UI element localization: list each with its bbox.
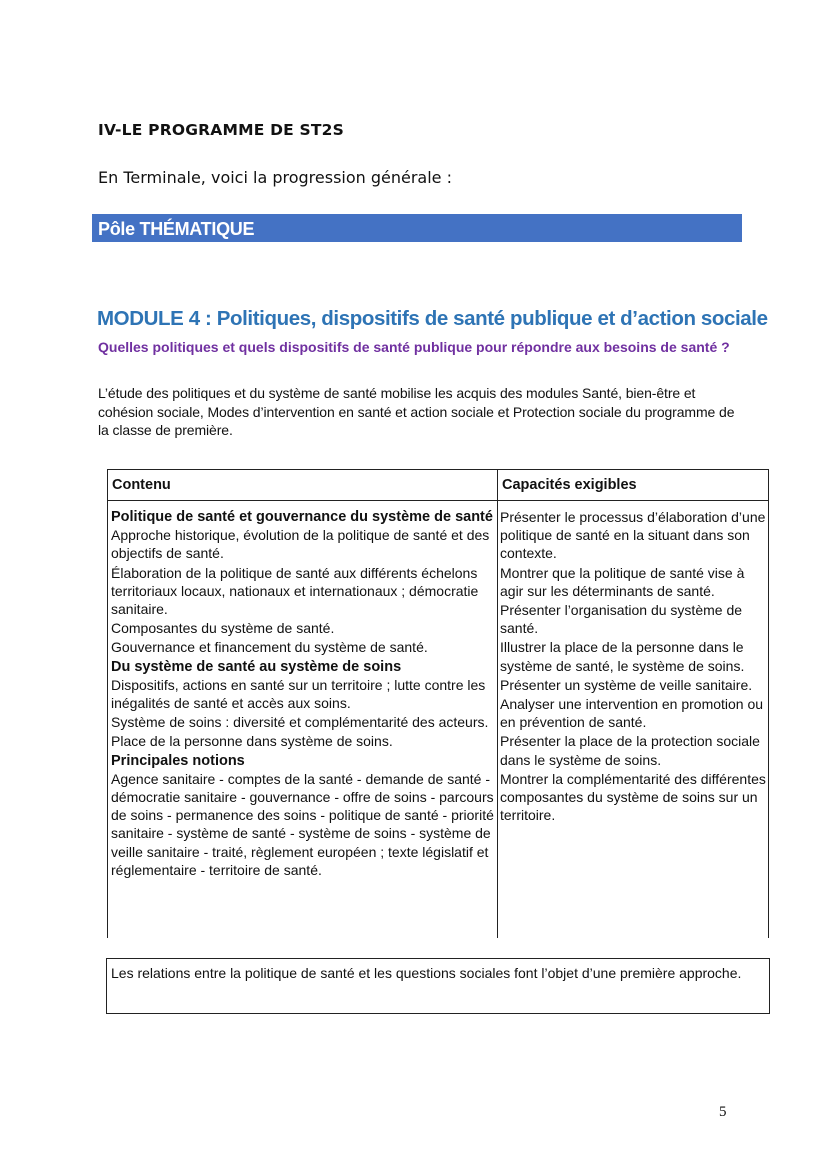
program-table (107, 469, 769, 938)
section-heading: Du système de santé au système de soins (111, 658, 402, 675)
contenu-item: Système de soins : diversité et complémentarité des acteurs. (111, 714, 489, 731)
contenu-column (111, 508, 495, 880)
capacite-item: Présenter la place de la protection sociale dans le système de soins. (500, 733, 760, 768)
contenu-item: Gouvernance et financement du système de santé. (111, 639, 428, 656)
note-text: Les relations entre la politique de santé et les questions sociales font l’objet d’une première approche. (111, 965, 742, 981)
section-heading: Principales notions (111, 752, 245, 769)
capacite-item: Présenter un système de veille sanitaire. (500, 676, 753, 693)
intro-text: En Terminale, voici la progression générale : (98, 168, 452, 187)
capacite-item: Montrer la complémentarité des différentes composantes du système de soins sur un territoire. (500, 770, 766, 824)
note-box (106, 958, 770, 1014)
capacite-item: Présenter le processus d’élaboration d’une politique de santé en la situant dans son contexte. (500, 509, 766, 562)
capacite-item: Montrer que la politique de santé vise à agir sur les déterminants de santé. (500, 564, 745, 599)
capacite-item: Présenter l’organisation du système de santé. (500, 602, 743, 637)
capacites-column (500, 508, 768, 825)
table-header-row (108, 470, 768, 501)
contenu-item: Composantes du système de santé. (111, 620, 335, 637)
capacite-item: Analyser une intervention en promotion ou en prévention de santé. (500, 696, 764, 731)
section-heading: Politique de santé et gouvernance du système de santé (111, 509, 493, 525)
contenu-item: Place de la personne dans système de soins. (111, 733, 393, 750)
capacite-item: Illustrer la place de la personne dans le système de santé, le système de soins. (500, 639, 745, 674)
header-contenu: Contenu (112, 477, 171, 493)
pole-label: Pôle THÉMATIQUE (98, 219, 255, 239)
header-capacites: Capacités exigibles (502, 477, 637, 493)
contenu-item: Dispositifs, actions en santé sur un territoire ; lutte contre les inégalités de santé et accès aux soins. (111, 676, 486, 712)
notions-list: Agence sanitaire - comptes de la santé - demande de santé - démocratie sanitaire - gouvernance - offre de soins - parcours de soins - permanence des soins - politique de santé - priorité sanitaire - système de santé - système de soins - système de veille sanitaire - traité, règlement européen ; texte législatif et réglementaire - territoire de santé. (111, 770, 494, 878)
section-title: IV-LE PROGRAMME DE ST2S (98, 121, 345, 139)
column-divider (497, 470, 498, 938)
contenu-item: Élaboration de la politique de santé aux différents échelons territoriaux locaux, nationaux et internationaux ; démocratie sanitaire. (111, 564, 479, 618)
page-number: 5 (719, 1104, 727, 1120)
module-question: Quelles politiques et quels dispositifs de santé publique pour répondre aux besoins de santé ? (98, 339, 730, 355)
module-intro: L’étude des politiques et du système de santé mobilise les acquis des modules Santé, bien-être et cohésion sociale, Modes d’intervention en santé et action sociale et Protection sociale du programme de la classe de première. (98, 385, 735, 438)
module-title: MODULE 4 : Politiques, dispositifs de santé publique et d’action sociale (97, 307, 768, 330)
contenu-item: Approche historique, évolution de la politique de santé et des objectifs de santé. (111, 527, 490, 562)
